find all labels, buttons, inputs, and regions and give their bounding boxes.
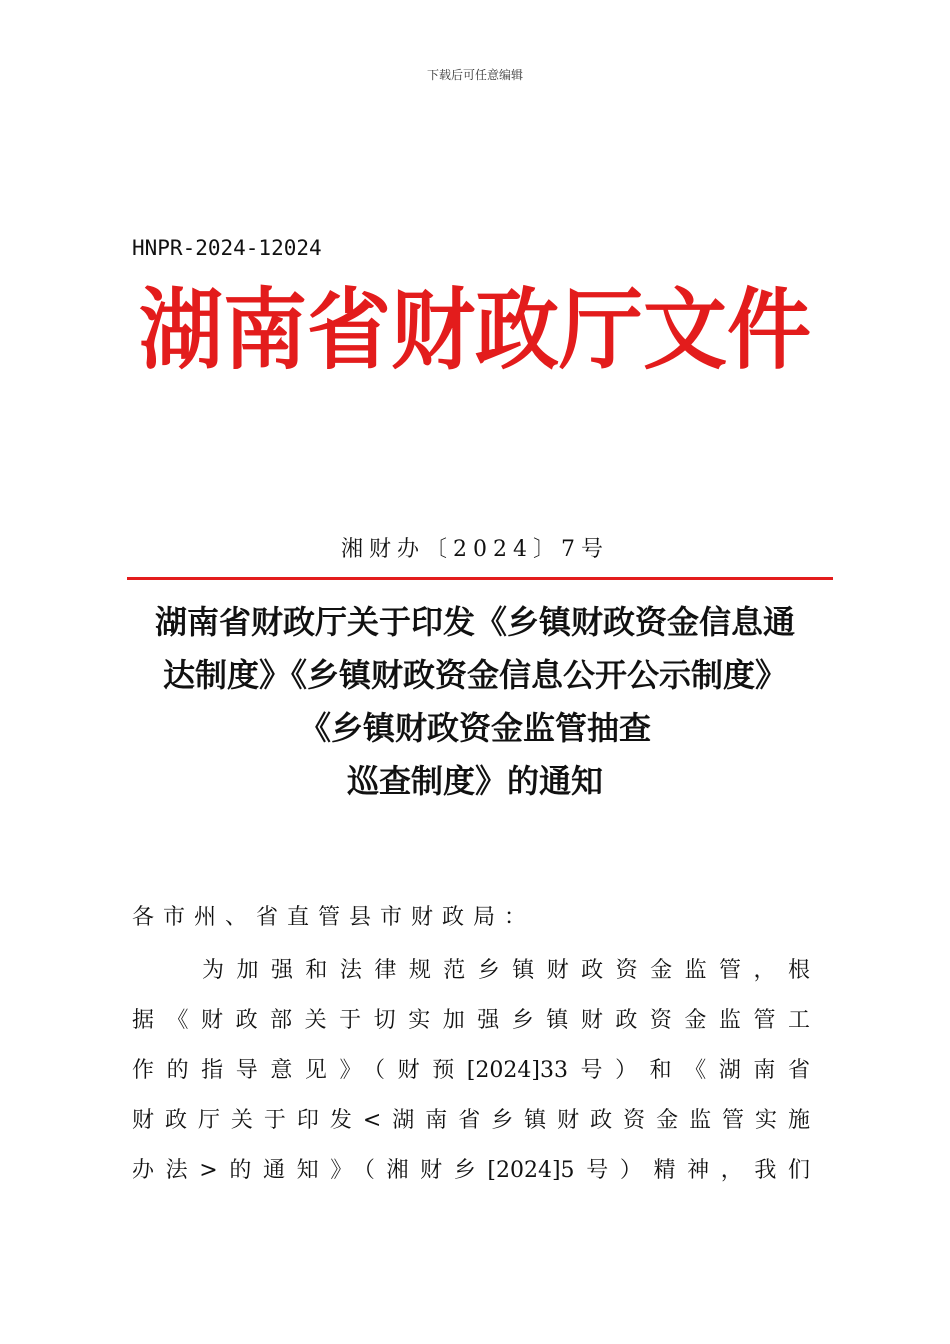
title-line: 湖南省财政厅关于印发《乡镇财政资金信息通 [154,603,795,641]
title-line: 巡查制度》的通知 [346,762,603,800]
body-line: 为加强和法律规范乡镇财政资金监管，根 [202,958,810,983]
notice-title [132,596,818,808]
document-number: 湘财办〔2024〕7号 [341,537,609,562]
title-line: 达制度》《乡镇财政资金信息公开公示制度》 [162,656,787,694]
title-line: 《乡镇财政资金监管抽查 [298,709,651,747]
salutation: 各市州、省直管县市财政局： [132,905,536,930]
body-paragraph [132,946,810,1196]
body-line: 据《财政部关于切实加强乡镇财政资金监管工 [132,1008,810,1033]
page-header-note: 下载后可任意编辑 [426,68,523,82]
body-line: 办法>的通知》（湘财乡[2024]5号）精神，我们 [132,1158,810,1183]
body-line: 财政厅关于印发<湖南省乡镇财政资金监管实施 [132,1108,810,1133]
document-code: HNPR-2024-12024 [132,236,322,260]
body-line: 作的指导意见》（财预[2024]33号）和《湖南省 [132,1058,810,1083]
red-header-title: 湖南省财政厅文件 [138,277,811,382]
red-divider-line [127,577,833,580]
